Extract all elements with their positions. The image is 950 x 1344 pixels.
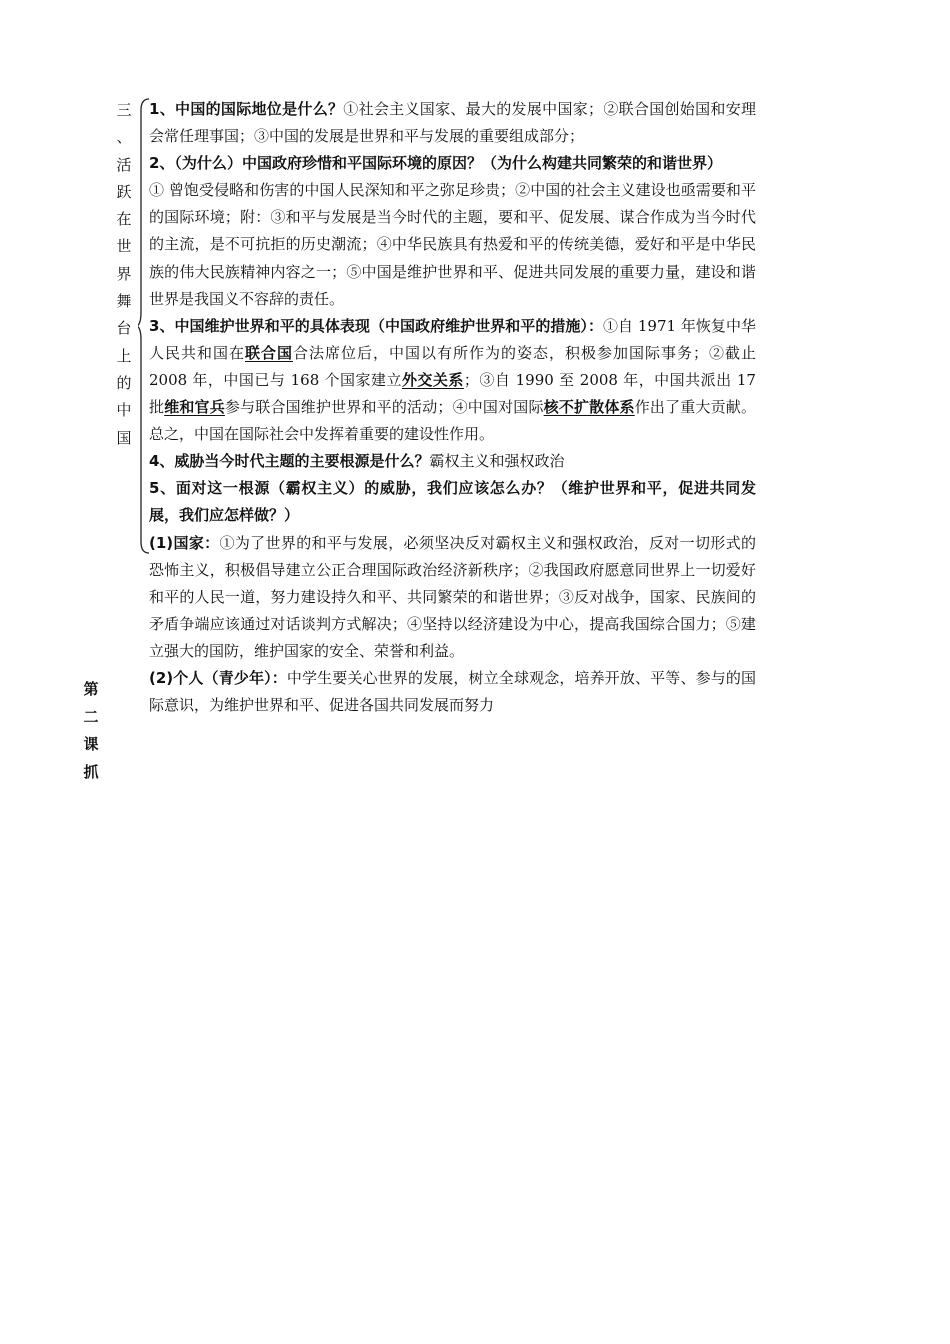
section-title-char: 在	[116, 210, 132, 229]
keyword-peacekeepers: 维和官兵	[164, 398, 225, 417]
q4-answer: 霸权主义和强权政治	[429, 452, 565, 471]
keyword-un: 联合国	[245, 343, 293, 362]
keyword-diplomatic-relations: 外交关系	[401, 370, 464, 389]
q3-text-3: ；③自 1990 至 2008 年，中国共派出 17 批	[149, 370, 756, 417]
q4-paragraph	[149, 448, 756, 475]
q3-text-1: ①自 1971 年恢复中华人民共和国在	[149, 316, 756, 362]
q5-individual-paragraph	[149, 665, 756, 719]
section-title-char: 活	[116, 155, 132, 174]
q3-text-2: 合法席位后，中国以有所作为的姿态，积极参加国际事务；②截止 2008 年，中国已与 168 个国家建立	[149, 343, 756, 389]
q3-text-4: 参与联合国维护世界和平的活动；④中国对国际	[224, 398, 544, 417]
lesson-title-vertical	[80, 676, 102, 786]
q1-question: 1、中国的国际地位是什么？	[149, 100, 344, 118]
q3-paragraph	[149, 313, 756, 448]
section-title-char: 世	[116, 237, 132, 256]
q3-text-5: 作出了重大贡献。总之，中国在国际社会中发挥着重要的建设性作用。	[149, 398, 756, 444]
lesson-title-char: 课	[83, 735, 99, 753]
q1-paragraph	[149, 96, 756, 150]
q5-individual-label: (2)个人（青少年）：	[149, 668, 287, 687]
section-title-char: 台	[116, 319, 132, 338]
q5-question: 5、面对这一根源（霸权主义）的威胁，我们应该怎么办？（维护世界和平，促进共同发展，我们应怎样做？）	[149, 479, 756, 525]
keyword-non-proliferation: 核不扩散体系	[543, 398, 635, 417]
q5-national-paragraph	[149, 530, 756, 665]
section-title-vertical	[113, 97, 135, 452]
notes-content	[149, 96, 756, 719]
section-title-char: 国	[116, 428, 132, 447]
q2-question: 2、（为什么）中国政府珍惜和平国际环境的原因？（为什么构建共同繁荣的和谐世界）	[149, 154, 722, 173]
section-title-char: 界	[116, 264, 132, 283]
lesson-title-char: 抓	[83, 762, 99, 781]
lesson-title-char: 二	[83, 707, 99, 726]
q3-question: 3、中国维护世界和平的具体表现（中国政府维护世界和平的措施）：	[149, 316, 603, 335]
section-title-char: 上	[116, 346, 132, 365]
q5-national-text: ①为了世界的和平与发展，必须坚决反对霸权主义和强权政治，反对一切形式的恐怖主义，积极倡导建立公正合理国际政治经济新秩序；②我国政府愿意同世界上一切爱好和平的人民一道，努力建设持久和平、共同繁荣的和谐世界；③反对战争，国家、民族间的矛盾争端应该通过对话谈判方式解决；④坚持以经济建设为中心，提高我国综合国力；⑤建立强大的国防，维护国家的安全、荣誉和利益。	[149, 533, 756, 660]
section-title-char: 、	[116, 128, 132, 147]
section-title-char: 中	[116, 401, 132, 420]
lesson-title-char: 第	[83, 680, 99, 698]
section-title-char: 跃	[116, 182, 132, 201]
q2-answer: ① 曾饱受侵略和伤害的中国人民深知和平之弥足珍贵；②中国的社会主义建设也亟需要和平的国际环境；附：③和平与发展是当今时代的主题，要和平、促发展、谋合作成为当今时代的主流，是不可抗拒的历史潮流；④中华民族具有热爱和平的传统美德，爱好和平是中华民族的伟大民族精神内容之一；⑤中国是维护世界和平、促进共同发展的重要力量，建设和谐世界是我国义不容辞的责任。	[149, 181, 756, 308]
q4-question: 4、威胁当今时代主题的主要根源是什么？	[149, 452, 430, 471]
section-title-char: 三	[116, 101, 132, 119]
section-title-char: 舞	[116, 292, 132, 311]
q1-answer: ①社会主义国家、最大的发展中国家；②联合国创始国和安理会常任理事国；③中国的发展是世界和平与发展的重要组成部分；	[149, 100, 756, 146]
q5-individual-text: 中学生要关心世界的发展，树立全球观念，培养开放、平等、参与的国际意识，为维护世界和平、促进各国共同发展而努力	[149, 668, 756, 715]
section-title-char: 的	[116, 373, 132, 392]
q5-national-label: (1)国家：	[149, 533, 220, 552]
